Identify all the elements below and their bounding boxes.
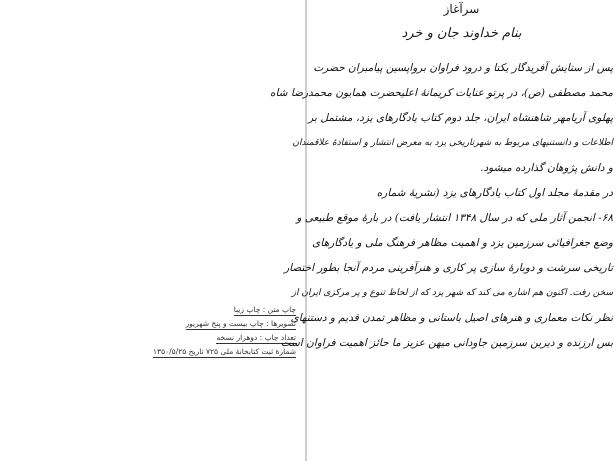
text-line: محمد مصطفی (ص)، در پرتو عنایات کریمانهٔ اعلیحضرت همایون محمدرضا شاه <box>270 87 613 99</box>
text-line: نظر نکات معماری و هنرهای اصیل باستانی و مظاهر تمدن قدیم و دستنهای <box>290 312 613 324</box>
text-line: و دانش پژوهان گذارده میشود. <box>480 162 613 174</box>
text-line: در مقدمهٔ مجلد اول کتاب یادگارهای یزد (نشریهٔ شماره <box>376 187 613 199</box>
text-line: تاریخی سرشت و دوبارهٔ سازی پر کاری و هنرآفرینی مردم آنجا بطور اختصار <box>284 262 613 274</box>
text-line: پس از ستایش آفریدگار یکتا و درود فراوان برواپسین پیامبران حضرت <box>313 62 613 74</box>
colophon-print: چاپ متن : چاپ زیبا <box>233 305 296 314</box>
text-line: ۶۸- انجمن آثار ملی که در سال ۱۳۴۸ انتشار یافت) در بارهٔ موقع طبیعی و <box>296 212 613 224</box>
colophon-registration: شمارهٔ ثبت کتابخانهٔ ملی ۷۲۵ تاریخ ۱۳۵۰/۵/۲۵ <box>153 347 296 356</box>
left-page <box>0 0 305 461</box>
text-line: پهلوی آریامهر شاهنشاه ایران، جلد دوم کتاب یادگارهای یزد، مشتمل بر <box>308 112 613 124</box>
right-page <box>270 0 616 461</box>
preface-body <box>270 56 613 356</box>
page-title: سرآغاز <box>443 2 480 16</box>
text-line: سخن رفت. اکنون هم اشاره می کند که شهر یزد که از لحاظ تنوع و پر مرکزی ایران از <box>291 288 613 298</box>
text-line: وضع جغرافیائی سرزمین یزد و اهمیت مظاهر فرهنگ ملی و یادگارهای <box>312 237 613 249</box>
text-line: بس ارزنده و دیرین سرزمین جاودانی میهن عزیز ما حائز اهمیت فراوان است <box>280 337 613 349</box>
colophon <box>150 306 296 362</box>
colophon-plates: تصویرها : چاپ بیست و پنج شهریور <box>185 319 296 328</box>
text-line: اطلاعات و دانستنیهای مربوط به شهرتاریخی یزد به معرض انتشار و استفادهٔ علاقمندان <box>292 138 613 148</box>
colophon-copies: تعداد چاپ : دوهزار نسخه <box>216 333 296 342</box>
invocation-line: بنام خداوند جان و خرد <box>401 26 522 41</box>
